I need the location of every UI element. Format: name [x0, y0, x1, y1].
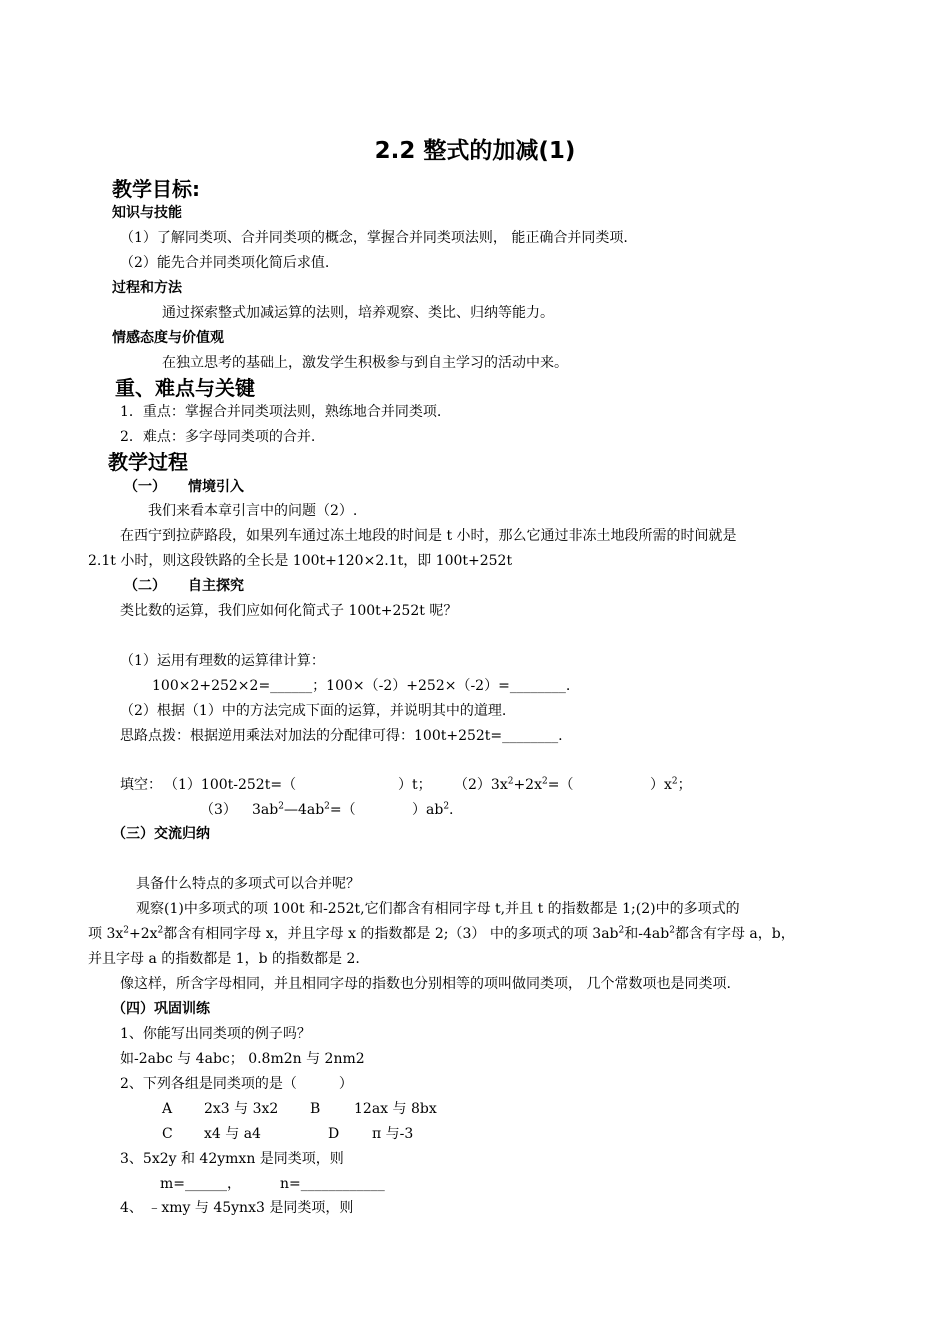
s4-item-3: 3、5x2y 和 42ymxn 是同类项，则	[120, 1151, 344, 1167]
keypoint-1: 1．重点：掌握合并同类项法则，熟练地合并同类项.	[120, 404, 442, 420]
knowledge-heading: 知识与技能	[112, 205, 182, 221]
s1-line-3: 2.1t 小时，则这段铁路的全长是 100t+120×2.1t，即 100t+252t	[88, 553, 513, 569]
option-c-text: x4 与 a4	[204, 1126, 261, 1142]
s4-item-example: 如-2abc 与 4abc； 0.8m2n 与 2nm2	[120, 1051, 365, 1067]
fill-2: $(2)3x^2+2x^2=$（	[454, 776, 574, 793]
s1-number: （一）	[124, 479, 166, 495]
fill-2-end: ）$x^2$；	[650, 776, 692, 793]
knowledge-line-2: （2）能先合并同类项化简后求值.	[120, 255, 330, 271]
goals-heading: 教学目标:	[112, 177, 200, 201]
keypoint-2: 2．难点：多字母同类项的合并.	[120, 429, 316, 445]
keypoints-heading: 重、难点与关键	[115, 376, 255, 400]
option-b-letter: B	[310, 1101, 321, 1117]
fill-3: （3）	[200, 802, 237, 818]
option-c-letter: C	[162, 1126, 173, 1142]
s1-line-2: 在西宁到拉萨路段，如果列车通过冻土地段的时间是 t 小时，那么它通过非冻土地段所需的时间就是	[120, 528, 737, 544]
fill-1-end: ）t；	[398, 777, 432, 793]
option-d-letter: D	[328, 1126, 340, 1142]
s2-hint: 思路点拨：根据逆用乘法对加法的分配律可得：100t+252t=________.	[120, 728, 563, 744]
process-line: 通过探索整式加减运算的法则，培养观察、类比、归纳等能力。	[162, 305, 554, 321]
s4-item-4: 4、 ﹣xmy 与 45ynx3 是同类项，则	[120, 1200, 354, 1216]
s4-item-1: 1、你能写出同类项的例子吗？	[120, 1026, 311, 1042]
s4-title: （四）巩固训练	[112, 1001, 210, 1017]
s3-observe-3: 并且字母 a 的指数都是 1，b 的指数都是 2.	[88, 951, 360, 967]
s2-number: （二）	[124, 578, 166, 594]
s3-definition: 像这样，所含字母相同，并且相同字母的指数也分别相等的项叫做同类项， 几个常数项也是同类项.	[120, 976, 731, 992]
option-a-letter: A	[162, 1101, 173, 1117]
process-section-heading: 教学过程	[108, 450, 188, 474]
option-b-text: 12ax 与 8bx	[354, 1101, 437, 1117]
s2-q1-expression: 100×2+252×2=______；100×（-2）+252×（-2）=________.	[152, 678, 571, 694]
fill-3-expr: $3ab^2—4ab^2=$（	[252, 801, 356, 818]
s2-q1: （1）运用有理数的运算律计算：	[120, 653, 325, 669]
option-d-text: π 与-3	[372, 1126, 414, 1142]
s4-item-3-n: n=____________	[280, 1176, 385, 1192]
fill-label: 填空：	[120, 777, 162, 793]
s3-observe-2: 项 $3x^2+2x^2$都含有相同字母 x，并且字母 x 的指数都是 2;（3） 中的多项式的项 $3ab^2$和$-4ab^2$都含有字母 a，b，	[88, 925, 795, 942]
attitude-heading: 情感态度与价值观	[112, 330, 224, 346]
s2-intro: 类比数的运算，我们应如何化简式子 100t+252t 呢？	[120, 603, 458, 619]
fill-3-end: ）$ab^2$.	[412, 801, 454, 818]
attitude-line: 在独立思考的基础上，激发学生积极参与到自主学习的活动中来。	[162, 355, 568, 371]
process-heading: 过程和方法	[112, 280, 182, 296]
s2-q2: （2）根据（1）中的方法完成下面的运算，并说明其中的道理.	[120, 703, 507, 719]
s3-question: 具备什么特点的多项式可以合并呢？	[136, 876, 360, 892]
s1-line-1: 我们来看本章引言中的问题（2）.	[148, 503, 358, 519]
s1-title: 情境引入	[188, 479, 244, 495]
s2-title: 自主探究	[188, 578, 244, 594]
s3-title: （三）交流归纳	[112, 826, 210, 842]
s3-observe-1: 观察(1)中多项式的项 100t 和-252t,它们都含有相同字母 t,并且 t 的指数都是 1;(2)中的多项式的	[136, 901, 740, 917]
option-a-text: 2x3 与 3x2	[204, 1101, 279, 1117]
knowledge-line-1: （1）了解同类项、合并同类项的概念，掌握合并同类项法则， 能正确合并同类项.	[120, 230, 628, 246]
s4-item-3-m: m=______，	[160, 1176, 242, 1192]
page-title: 2.2 整式的加减(1)	[374, 138, 576, 164]
fill-1: （1）100t-252t=（	[164, 777, 297, 793]
s4-item-2: 2、下列各组是同类项的是（ ）	[120, 1076, 353, 1092]
